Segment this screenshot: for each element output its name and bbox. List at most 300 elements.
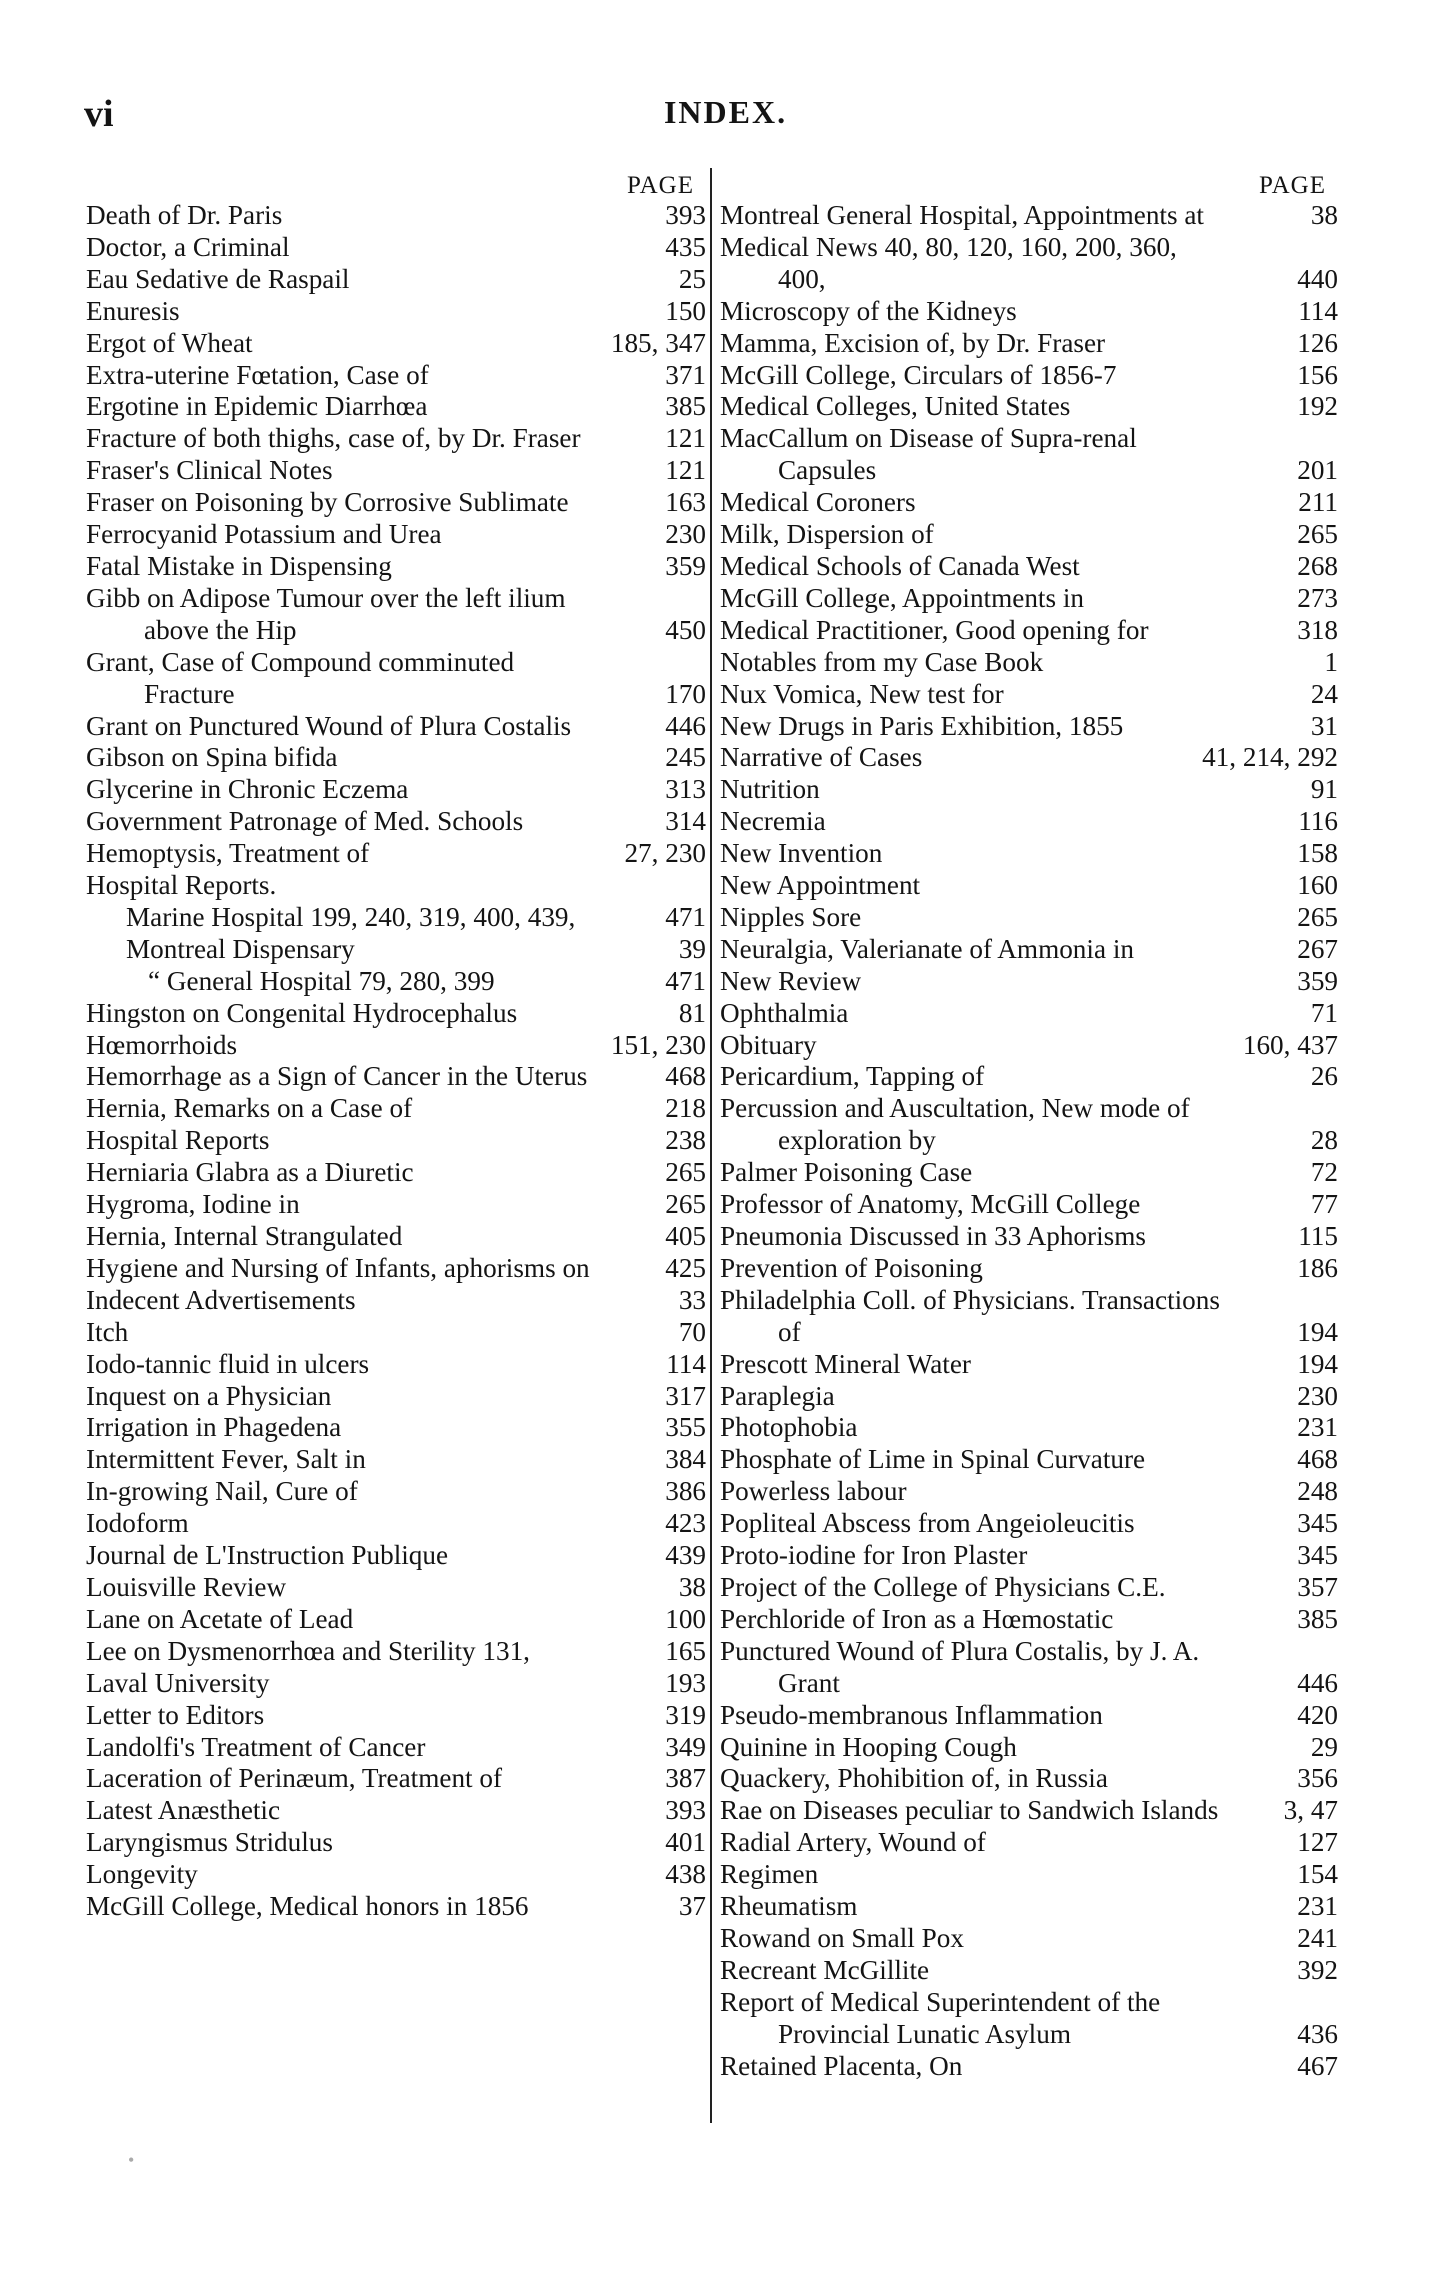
index-entry bbox=[720, 487, 1338, 519]
index-entry bbox=[86, 200, 706, 232]
index-entry-page: 160 bbox=[1297, 870, 1338, 901]
index-entry-title: New Drugs in Paris Exhibition, 1855 bbox=[720, 710, 1124, 741]
index-entry-title: Lane on Acetate of Lead bbox=[86, 1603, 354, 1634]
index-entry-page: 248 bbox=[1297, 1476, 1338, 1507]
index-entry bbox=[86, 1381, 706, 1413]
index-entry-title: Ophthalmia bbox=[720, 997, 849, 1028]
index-entry bbox=[86, 1795, 706, 1827]
page-column-heading bbox=[720, 168, 1338, 200]
index-entry-title: New Appointment bbox=[720, 870, 921, 901]
index-entry bbox=[86, 1859, 706, 1891]
index-entry-title: Hygiene and Nursing of Infants, aphorisms on bbox=[86, 1252, 590, 1283]
index-entry bbox=[720, 679, 1338, 711]
index-entry bbox=[720, 2051, 1338, 2083]
page-column-label: PAGE bbox=[627, 172, 694, 199]
index-entry bbox=[720, 902, 1338, 934]
index-entry-title: Fatal Mistake in Dispensing bbox=[86, 550, 392, 581]
index-entry-title: Prescott Mineral Water bbox=[720, 1348, 971, 1379]
index-entry-title: McGill College, Medical honors in 1856 bbox=[86, 1891, 529, 1922]
index-entry-page: 127 bbox=[1297, 1827, 1338, 1858]
index-entry bbox=[86, 487, 706, 519]
index-entry bbox=[720, 1700, 1338, 1732]
index-entry bbox=[720, 1827, 1338, 1859]
index-entry bbox=[86, 1700, 706, 1732]
index-entry bbox=[86, 1285, 706, 1317]
index-entry bbox=[86, 1604, 706, 1636]
index-entry bbox=[720, 328, 1338, 360]
index-entry-page: 401 bbox=[665, 1827, 706, 1858]
index-entry bbox=[720, 1476, 1338, 1508]
index-entry bbox=[86, 519, 706, 551]
index-entry-page: 468 bbox=[665, 1061, 706, 1092]
index-entry-page: 41, 214, 292 bbox=[1202, 742, 1338, 773]
index-entry-title: Narrative of Cases bbox=[720, 742, 923, 773]
index-entry bbox=[86, 1636, 706, 1668]
index-entry-page: 185, 347 bbox=[610, 327, 706, 358]
index-entry-title: Hospital Reports. bbox=[86, 870, 277, 901]
index-entry-page: 218 bbox=[665, 1093, 706, 1124]
index-entry-title: Iodoform bbox=[86, 1508, 189, 1539]
index-entry bbox=[720, 1732, 1338, 1764]
page-number: vi bbox=[84, 93, 114, 135]
index-entry bbox=[86, 902, 706, 934]
index-entry-page: 201 bbox=[1297, 455, 1338, 486]
index-entry bbox=[86, 1030, 706, 1062]
index-entry-page: 231 bbox=[1297, 1412, 1338, 1443]
index-entry-page: 349 bbox=[665, 1731, 706, 1762]
index-entry bbox=[86, 1412, 706, 1444]
index-entry bbox=[86, 551, 706, 583]
index-entry-title: Lee on Dysmenorrhœa and Sterility 131, bbox=[86, 1635, 530, 1666]
index-entry-title: Ergotine in Epidemic Diarrhœa bbox=[86, 391, 428, 422]
index-entry-title: Pseudo-membranous Inflammation bbox=[720, 1699, 1103, 1730]
index-entry-page: 314 bbox=[665, 806, 706, 837]
index-entry-title: Irrigation in Phagedena bbox=[86, 1412, 342, 1443]
index-entry-title: Iodo-tannic fluid in ulcers bbox=[86, 1348, 370, 1379]
index-entry bbox=[86, 232, 706, 264]
index-entry-page: 359 bbox=[665, 550, 706, 581]
index-entry bbox=[86, 1891, 706, 1923]
index-entry-title: Hygroma, Iodine in bbox=[86, 1189, 300, 1220]
index-entry bbox=[720, 1891, 1338, 1923]
index-entry-page: 230 bbox=[1297, 1380, 1338, 1411]
index-entry bbox=[720, 1795, 1338, 1827]
index-entry-title: Herniaria Glabra as a Diuretic bbox=[86, 1157, 414, 1188]
index-entry-title: Nux Vomica, New test for bbox=[720, 678, 1004, 709]
index-entry-page: 267 bbox=[1297, 933, 1338, 964]
index-entry-page: 194 bbox=[1297, 1348, 1338, 1379]
index-entry bbox=[86, 711, 706, 743]
index-entry-page: 24 bbox=[1310, 678, 1338, 709]
index-entry bbox=[720, 232, 1338, 296]
index-entry bbox=[720, 200, 1338, 232]
index-entry-page: 121 bbox=[665, 423, 706, 454]
index-entry-page: 357 bbox=[1297, 1571, 1338, 1602]
index-entry bbox=[86, 838, 706, 870]
index-entry bbox=[720, 391, 1338, 423]
index-entry-title: Microscopy of the Kidneys bbox=[720, 295, 1017, 326]
index-entry-title: Nipples Sore bbox=[720, 901, 862, 932]
index-entry bbox=[86, 1444, 706, 1476]
index-entry-page: 29 bbox=[1310, 1731, 1338, 1762]
index-entry bbox=[720, 742, 1338, 774]
index-column-right bbox=[720, 168, 1338, 2082]
index-entry-page: 265 bbox=[1297, 901, 1338, 932]
index-entry bbox=[86, 1253, 706, 1285]
index-entry-page: 355 bbox=[665, 1412, 706, 1443]
index-entry-page: 158 bbox=[1297, 838, 1338, 869]
index-entries-right bbox=[720, 200, 1338, 2082]
index-entry bbox=[720, 998, 1338, 1030]
index-entry-title: Glycerine in Chronic Eczema bbox=[86, 774, 409, 805]
index-entry-title: Fraser's Clinical Notes bbox=[86, 455, 333, 486]
index-entry-title: Radial Artery, Wound of bbox=[720, 1827, 986, 1858]
index-entry bbox=[720, 583, 1338, 615]
index-entry bbox=[720, 551, 1338, 583]
index-entry bbox=[720, 774, 1338, 806]
index-entry-title: Hernia, Internal Strangulated bbox=[86, 1221, 403, 1251]
index-entry-page: 317 bbox=[665, 1380, 706, 1411]
index-entry-title: Hemoptysis, Treatment of bbox=[86, 838, 370, 869]
index-entry bbox=[720, 1285, 1338, 1349]
index-entry-page: 230 bbox=[665, 519, 706, 550]
column-divider bbox=[710, 168, 712, 2123]
index-entry bbox=[86, 391, 706, 423]
index-entry bbox=[86, 1157, 706, 1189]
index-entry bbox=[86, 998, 706, 1030]
index-entry-page: 77 bbox=[1310, 1189, 1338, 1220]
index-entry-page: 70 bbox=[678, 1316, 706, 1347]
index-entry-page: 27, 230 bbox=[624, 838, 706, 869]
index-entry-title: Hœmorrhoids bbox=[86, 1029, 238, 1060]
index-entry-title: Medical News 40, 80, 120, 160, 200, 360, 400, bbox=[720, 231, 1177, 294]
index-entry-title: Notables from my Case Book bbox=[720, 646, 1044, 677]
index-entry bbox=[720, 360, 1338, 392]
index-entry-title: Quackery, Phohibition of, in Russia bbox=[720, 1763, 1108, 1794]
index-entry bbox=[86, 806, 706, 838]
index-entry-title: Gibson on Spina bifida bbox=[86, 742, 338, 773]
index-entry-title: Punctured Wound of Plura Costalis, by J. A. Grant bbox=[720, 1635, 1200, 1698]
index-entry-page: 356 bbox=[1297, 1763, 1338, 1794]
index-entry bbox=[86, 455, 706, 487]
index-entry bbox=[720, 806, 1338, 838]
index-entry bbox=[86, 934, 706, 966]
index-entry bbox=[86, 296, 706, 328]
index-column-left bbox=[86, 168, 706, 1923]
index-entry-title: Rae on Diseases peculiar to Sandwich Islands bbox=[720, 1795, 1219, 1826]
index-entry bbox=[720, 1412, 1338, 1444]
index-entry-page: 241 bbox=[1297, 1922, 1338, 1953]
index-entry-title: Gibb on Adipose Tumour over the left ilium above the Hip bbox=[86, 582, 566, 645]
index-entry-page: 231 bbox=[1297, 1891, 1338, 1922]
index-entry-title: Mamma, Excision of, by Dr. Fraser bbox=[720, 327, 1106, 358]
index-entry-title: Fraser on Poisoning by Corrosive Sublimate bbox=[86, 487, 569, 518]
page-title: INDEX. bbox=[663, 94, 788, 130]
index-entry-page: 170 bbox=[665, 678, 706, 709]
index-entry-title: Hemorrhage as a Sign of Cancer in the Uterus bbox=[86, 1061, 588, 1092]
index-entry bbox=[720, 1189, 1338, 1221]
index-entry bbox=[86, 1349, 706, 1381]
index-entry-title: Report of Medical Superintendent of the Provincial Lunatic Asylum bbox=[720, 1986, 1161, 2049]
index-entry-title: “ General Hospital 79, 280, 399 bbox=[148, 965, 495, 996]
index-entry bbox=[720, 838, 1338, 870]
index-entry-page: 33 bbox=[678, 1284, 706, 1315]
index-entry bbox=[86, 423, 706, 455]
index-entry-page: 126 bbox=[1297, 327, 1338, 358]
index-entry-title: Journal de L'Instruction Publique bbox=[86, 1540, 449, 1571]
index-entry-page: 405 bbox=[665, 1221, 706, 1251]
index-entry-page: 438 bbox=[665, 1859, 706, 1890]
index-entry-page: 39 bbox=[678, 933, 706, 964]
index-entry-title: Laryngismus Stridulus bbox=[86, 1827, 333, 1858]
index-entry-title: Recreant McGillite bbox=[720, 1954, 930, 1985]
index-entry-title: Montreal General Hospital, Appointments at bbox=[720, 200, 1204, 230]
index-entry-title: Prevention of Poisoning bbox=[720, 1252, 983, 1283]
index-entry-page: 345 bbox=[1297, 1508, 1338, 1539]
index-entry-title: Milk, Dispersion of bbox=[720, 519, 934, 550]
index-entry-page: 446 bbox=[665, 710, 706, 741]
index-entry-page: 436 bbox=[1297, 2018, 1338, 2049]
index-entry bbox=[86, 774, 706, 806]
index-entry-page: 38 bbox=[678, 1571, 706, 1602]
index-entry bbox=[86, 966, 706, 998]
index-entry bbox=[720, 423, 1338, 487]
index-entry bbox=[720, 1859, 1338, 1891]
index-entry-title: Medical Practitioner, Good opening for bbox=[720, 614, 1149, 645]
index-entry-title: Montreal Dispensary bbox=[126, 933, 355, 964]
index-entry-page: 211 bbox=[1298, 487, 1338, 518]
index-entry-title: Neuralgia, Valerianate of Ammonia in bbox=[720, 933, 1134, 964]
index-entry-title: Extra-uterine Fœtation, Case of bbox=[86, 359, 429, 390]
index-entry-title: Pericardium, Tapping of bbox=[720, 1061, 985, 1092]
index-entry-page: 385 bbox=[665, 391, 706, 422]
index-entry bbox=[720, 296, 1338, 328]
index-entry bbox=[86, 360, 706, 392]
index-entry bbox=[86, 1668, 706, 1700]
index-entry-page: 468 bbox=[1297, 1444, 1338, 1475]
index-entry bbox=[86, 1221, 706, 1253]
index-entry-title: Death of Dr. Paris bbox=[86, 200, 283, 230]
index-entry-page: 392 bbox=[1297, 1954, 1338, 1985]
index-entry-page: 165 bbox=[665, 1635, 706, 1666]
index-entry-title: Intermittent Fever, Salt in bbox=[86, 1444, 366, 1475]
index-entry-title: Palmer Poisoning Case bbox=[720, 1157, 973, 1188]
index-entry-page: 319 bbox=[665, 1699, 706, 1730]
index-entry-page: 38 bbox=[1310, 200, 1338, 230]
index-entry bbox=[720, 1923, 1338, 1955]
index-entry bbox=[86, 1540, 706, 1572]
index-entry-page: 160, 437 bbox=[1242, 1029, 1338, 1060]
index-entry-title: Powerless labour bbox=[720, 1476, 907, 1507]
index-entry-title: Itch bbox=[86, 1316, 129, 1347]
index-entry-page: 31 bbox=[1310, 710, 1338, 741]
index-entry-page: 186 bbox=[1297, 1252, 1338, 1283]
index-entry-title: Rheumatism bbox=[720, 1891, 858, 1922]
index-entry-page: 273 bbox=[1297, 582, 1338, 613]
index-entry bbox=[720, 711, 1338, 743]
index-entry-page: 150 bbox=[665, 295, 706, 326]
index-entry-title: In-growing Nail, Cure of bbox=[86, 1476, 358, 1507]
index-entry-title: New Review bbox=[720, 965, 862, 996]
index-entry-page: 385 bbox=[1297, 1603, 1338, 1634]
index-entry-title: Nutrition bbox=[720, 774, 820, 805]
index-entry bbox=[86, 1572, 706, 1604]
index-entry-title: Ferrocyanid Potassium and Urea bbox=[86, 519, 442, 550]
index-entry-page: 386 bbox=[665, 1476, 706, 1507]
index-entry-title: Photophobia bbox=[720, 1412, 858, 1443]
index-entry-title: McGill College, Appointments in bbox=[720, 582, 1084, 613]
index-entry bbox=[720, 1987, 1338, 2051]
index-entry bbox=[720, 1253, 1338, 1285]
index-entry-title: Professor of Anatomy, McGill College bbox=[720, 1189, 1141, 1220]
index-entry-title: Retained Placenta, On bbox=[720, 2050, 963, 2081]
index-entry-page: 114 bbox=[666, 1348, 706, 1379]
index-entry-page: 194 bbox=[1297, 1316, 1338, 1347]
index-entry-title: Landolfi's Treatment of Cancer bbox=[86, 1731, 426, 1762]
index-entry-page: 423 bbox=[665, 1508, 706, 1539]
index-entry bbox=[720, 1444, 1338, 1476]
index-entry-title: Quinine in Hooping Cough bbox=[720, 1731, 1017, 1762]
index-entry-page: 245 bbox=[665, 742, 706, 773]
index-entry-title: Grant on Punctured Wound of Plura Costalis bbox=[86, 710, 572, 741]
index-entry-page: 439 bbox=[665, 1540, 706, 1571]
index-entry-page: 384 bbox=[665, 1444, 706, 1475]
index-entry-title: Phosphate of Lime in Spinal Curvature bbox=[720, 1444, 1146, 1475]
index-entry bbox=[86, 1125, 706, 1157]
index-entry-title: Enuresis bbox=[86, 295, 180, 326]
index-entry bbox=[720, 1221, 1338, 1253]
index-entry bbox=[86, 742, 706, 774]
index-entry-page: 345 bbox=[1297, 1540, 1338, 1571]
index-entry-page: 1 bbox=[1324, 646, 1338, 677]
index-entry-title: Government Patronage of Med. Schools bbox=[86, 806, 524, 837]
index-entry-title: Project of the College of Physicians C.E. bbox=[720, 1571, 1166, 1602]
index-entry-page: 156 bbox=[1297, 359, 1338, 390]
index-entry bbox=[720, 934, 1338, 966]
index-entry-title: New Invention bbox=[720, 838, 883, 869]
index-entry-title: Indecent Advertisements bbox=[86, 1284, 356, 1315]
index-entry-page: 37 bbox=[678, 1891, 706, 1922]
index-entry-page: 265 bbox=[1297, 519, 1338, 550]
index-entry-title: Latest Anæsthetic bbox=[86, 1795, 281, 1826]
index-entry-page: 115 bbox=[1298, 1221, 1338, 1251]
index-entry-title: Medical Schools of Canada West bbox=[720, 550, 1080, 581]
index-entry-title: Popliteal Abscess from Angeioleucitis bbox=[720, 1508, 1135, 1539]
index-entry-title: Eau Sedative de Raspail bbox=[86, 263, 350, 294]
index-entry-page: 471 bbox=[665, 965, 706, 996]
index-entry bbox=[86, 1189, 706, 1221]
index-entry-title: Proto-iodine for Iron Plaster bbox=[720, 1540, 1028, 1571]
page-column-label: PAGE bbox=[1259, 172, 1326, 199]
index-entry bbox=[86, 264, 706, 296]
index-entry bbox=[720, 870, 1338, 902]
index-entry-title: Marine Hospital 199, 240, 319, 400, 439, bbox=[126, 901, 576, 932]
index-entry-page: 26 bbox=[1310, 1061, 1338, 1092]
index-entry bbox=[720, 1636, 1338, 1700]
index-entry-page: 71 bbox=[1310, 997, 1338, 1028]
index-entry-page: 193 bbox=[665, 1667, 706, 1698]
index-entry-page: 393 bbox=[665, 200, 706, 230]
index-entry-title: Philadelphia Coll. of Physicians. Transactions of bbox=[720, 1284, 1220, 1347]
index-entry-title: Percussion and Auscultation, New mode of exploration by bbox=[720, 1093, 1190, 1156]
index-entry-title: Hernia, Remarks on a Case of bbox=[86, 1093, 413, 1124]
index-entry-title: Regimen bbox=[720, 1859, 819, 1890]
index-entry-page: 420 bbox=[1297, 1699, 1338, 1730]
index-entry-title: Ergot of Wheat bbox=[86, 327, 253, 358]
index-entry-page: 318 bbox=[1297, 614, 1338, 645]
index-entry bbox=[720, 1093, 1338, 1157]
index-entry-page: 467 bbox=[1297, 2050, 1338, 2081]
index-entry-page: 425 bbox=[665, 1252, 706, 1283]
index-entry-title: Medical Coroners bbox=[720, 487, 916, 518]
index-entry-page: 3, 47 bbox=[1283, 1795, 1338, 1826]
index-entry-title: Laceration of Perinæum, Treatment of bbox=[86, 1763, 503, 1794]
index-entry-title: Hospital Reports bbox=[86, 1125, 270, 1156]
index-entry-page: 471 bbox=[665, 901, 706, 932]
index-entry-page: 151, 230 bbox=[610, 1029, 706, 1060]
index-entry-title: Laval University bbox=[86, 1667, 270, 1698]
index-entry bbox=[720, 1381, 1338, 1413]
index-entry-title: Longevity bbox=[86, 1859, 198, 1890]
index-entry-page: 121 bbox=[665, 455, 706, 486]
index-entry-page: 393 bbox=[665, 1795, 706, 1826]
index-entry bbox=[86, 1476, 706, 1508]
index-entry bbox=[720, 1349, 1338, 1381]
index-entry-title: Rowand on Small Pox bbox=[720, 1922, 964, 1953]
index-entry-title: Necremia bbox=[720, 806, 826, 837]
index-entry-page: 25 bbox=[678, 263, 706, 294]
index-entry bbox=[86, 328, 706, 360]
index-entry-page: 100 bbox=[665, 1603, 706, 1634]
index-entry bbox=[720, 966, 1338, 998]
index-entry-page: 91 bbox=[1310, 774, 1338, 805]
index-entry bbox=[86, 1061, 706, 1093]
index-entry bbox=[86, 1732, 706, 1764]
index-entry-page: 450 bbox=[665, 614, 706, 645]
index-entry bbox=[86, 647, 706, 711]
index-entry bbox=[86, 1317, 706, 1349]
index-entry-title: Medical Colleges, United States bbox=[720, 391, 1071, 422]
index-entry-title: Letter to Editors bbox=[86, 1699, 265, 1730]
index-entry-title: Louisville Review bbox=[86, 1571, 287, 1602]
index-entry-title: Perchloride of Iron as a Hœmostatic bbox=[720, 1603, 1114, 1634]
index-entry bbox=[720, 1572, 1338, 1604]
index-entry-page: 359 bbox=[1297, 965, 1338, 996]
index-entry bbox=[720, 1061, 1338, 1093]
index-entry-page: 163 bbox=[665, 487, 706, 518]
index-entry-title: Doctor, a Criminal bbox=[86, 231, 290, 262]
index-entry-page: 28 bbox=[1310, 1125, 1338, 1156]
index-entry-page: 265 bbox=[665, 1157, 706, 1188]
index-entry bbox=[86, 1093, 706, 1125]
page-header bbox=[0, 92, 1451, 142]
index-entry-title: Hingston on Congenital Hydrocephalus bbox=[86, 997, 518, 1028]
index-entry-title: Obituary bbox=[720, 1029, 817, 1060]
index-entry bbox=[86, 1763, 706, 1795]
index-entry-page: 114 bbox=[1298, 295, 1338, 326]
index-entry bbox=[720, 1508, 1338, 1540]
index-entry-title: MacCallum on Disease of Supra-renal Capsules bbox=[720, 423, 1137, 486]
index-entry bbox=[720, 1955, 1338, 1987]
index-entry-page: 435 bbox=[665, 231, 706, 262]
index-entry-page: 268 bbox=[1297, 550, 1338, 581]
index-entry-page: 446 bbox=[1297, 1667, 1338, 1698]
index-entry-title: McGill College, Circulars of 1856-7 bbox=[720, 359, 1117, 390]
index-entry bbox=[720, 519, 1338, 551]
page-column-heading bbox=[86, 168, 706, 200]
index-entry bbox=[720, 1540, 1338, 1572]
index-entry-page: 371 bbox=[665, 359, 706, 390]
